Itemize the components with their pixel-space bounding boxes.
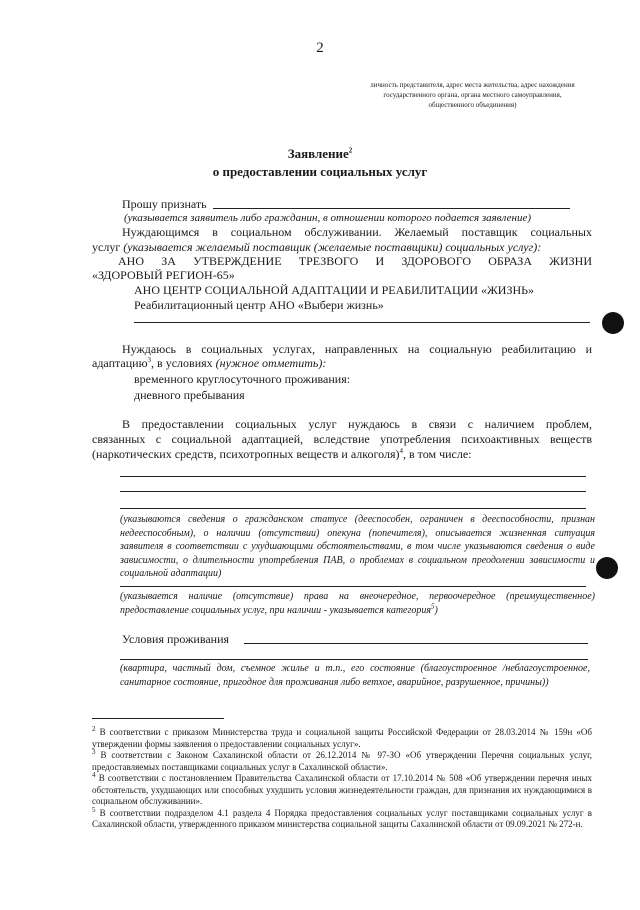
provider-field[interactable] [134, 322, 590, 323]
services-footnote-ref: 3 [147, 356, 152, 364]
option-round-the-clock[interactable]: временного круглосуточного проживания: [134, 372, 351, 386]
provider-3: Реабилитационный центр АНО «Выбери жизнь» [134, 298, 384, 312]
problems-text: (наркотических средств, психотропных веществ и алкоголя) [92, 447, 400, 461]
footnote-separator [92, 718, 224, 719]
provider-1: АНО ЗА УТВЕРЖДЕНИЕ ТРЕЗВОГО И ЗДОРОВОГО ОБРАЗА ЖИЗНИ [118, 254, 592, 268]
option-day-stay[interactable]: дневного пребывания [134, 388, 245, 402]
problems-suffix: , в том числе: [402, 447, 472, 461]
status-hint: (указываются сведения о гражданском статусе (дееспособен, ограничен в дееспособности, признан недееспособным), о наличии (отсутствии) опекуна (попечителя), описывается жизненная ситуация заявителя в соответствии с ухудшающими обстоятельствами, в том числе указываются сведения о виде зависимости, о длительности употребления ПАВ, о проблемах в социальном преодолении зависимости и социальной адаптации) [120, 514, 595, 579]
form-subtitle: о предоставлении социальных услуг [212, 164, 428, 179]
need-line: Нуждающимся в социальном обслуживании. Желаемый поставщик социальных [122, 225, 592, 239]
rights-field[interactable] [120, 586, 586, 587]
rights-footnote-ref: 5 [431, 602, 435, 611]
rights-hint-text: (указывается наличие (отсутствие) права на внеочередное, первоочередное (преимущественное) предоставление социальных услуг, при наличии - указывается категория [120, 591, 595, 616]
provider-prefix: услуг [92, 240, 121, 254]
problems-field-2[interactable] [120, 491, 586, 492]
footnotes [92, 727, 592, 831]
rights-hint-tail: ) [434, 604, 438, 616]
problems-field-1[interactable] [120, 476, 586, 477]
request-hint: (указывается заявитель либо гражданин, в отношении которого подается заявление) [124, 212, 532, 224]
provider-1-cont: «ЗДОРОВЫЙ РЕГИОН-65» [92, 268, 235, 282]
living-field-1[interactable] [244, 643, 588, 644]
problems-field-3[interactable] [120, 508, 586, 509]
rights-hint [120, 590, 595, 617]
request-label: Прошу признать [122, 197, 207, 211]
problems-line3 [92, 447, 472, 461]
provider-2: АНО ЦЕНТР СОЦИАЛЬНОЙ АДАПТАЦИИ И РЕАБИЛИТАЦИИ «ЖИЗНЬ» [134, 283, 535, 297]
form-title [0, 146, 640, 162]
footnote: $^5$ В соответствии подразделом 4.1 раздела 4 Порядка предоставления социальных услуг поставщиками социальных услуг в Сахалинской области, утвержденного приказом министерства социальной защиты Сахалинской области от 09.09.2021 № 272-н. [92, 805, 592, 829]
punch-hole-bottom [596, 557, 618, 579]
living-label: Условия проживания [122, 632, 230, 646]
services-line2 [92, 356, 326, 370]
request-field[interactable] [213, 208, 570, 209]
footnote: $^4$ В соответствии с постановлением Правительства Сахалинской области от 17.10.2014 № 508 «Об утверждении перечня иных обстоятельств, ухудшающих или способных ухудшить условия жизнедеятельности граждан, для признания их нуждающимися в социальном обслуживании». [92, 771, 592, 806]
living-hint: (квартира, частный дом, съемное жилье и т.п., его состояние (благоустроенное /неблагоустроенное, санитарное состояние, пригодное для проживания либо ветхое, аварийное, разрушенное, причины)) [120, 663, 590, 688]
provider-hint: (указывается желаемый поставщик (желаемые поставщики) социальных услуг): [123, 240, 542, 254]
problems-line1: В предоставлении социальных услуг нуждаюсь в связи с наличием проблем, [122, 417, 592, 431]
problems-line2: связанных с социальной адаптацией, вследствие употребления психоактивных веществ [92, 432, 592, 446]
living-field-2[interactable] [120, 659, 588, 660]
services-line1: Нуждаюсь в социальных услугах, направленных на социальную реабилитацию и [122, 342, 592, 356]
footnote: $^2$ В соответствии с приказом Министерства труда и социальной защиты Российской Федерации от 28.03.2014 № 159н «Об утверждении формы заявления о предоставлении социальных услуг». [92, 725, 593, 749]
footnote: $^3$ В соответствии с Законом Сахалинской области от 26.12.2014 № 97-ЗО «Об утверждении Перечня социальных услуг, предоставляемых поставщиками социальных услуг в Сахалинской области». [92, 748, 593, 772]
punch-hole-top [602, 312, 624, 334]
services-prefix: адаптацию [92, 356, 148, 370]
services-hint: (нужное отметить): [215, 356, 327, 370]
title-line1: Заявление [287, 146, 349, 161]
page-number: 2 [316, 40, 324, 56]
services-mid: , в условиях [151, 356, 216, 370]
provider-line [92, 240, 541, 254]
title-footnote-ref: 2 [348, 146, 353, 155]
problems-footnote-ref: 4 [399, 447, 403, 455]
top-note: личность представителя, адрес места жительства, адрес нахождения государственного органа, органа местного самоуправления, общественного объединения) [370, 81, 575, 109]
